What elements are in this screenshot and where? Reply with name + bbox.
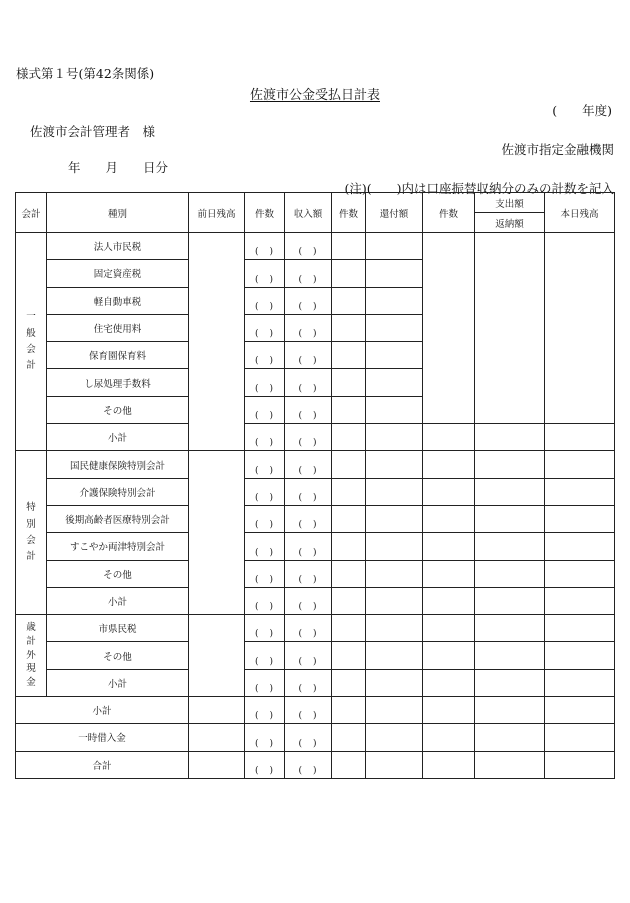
row-label-subtotal: 小計	[16, 697, 189, 724]
refund-cell	[366, 233, 423, 260]
row-label-grand-total: 合計	[16, 751, 189, 778]
note-line: (注)( )内は口座振替収納分のみの計数を記入	[344, 181, 614, 196]
row-label: すこやか両津特別会計	[47, 533, 189, 560]
count-out-cell	[423, 233, 475, 424]
header-count-refund: 件数	[332, 193, 366, 233]
addressee: 佐渡市会計管理者 様	[30, 124, 156, 139]
table-row: 軽自動車税 ( ) ( )	[16, 287, 615, 314]
table-row	[16, 233, 615, 260]
table-row: 介護保険特別会計 ( ) ( )	[16, 478, 615, 505]
header-today-balance: 本日残高	[545, 193, 615, 233]
row-label: 住宅使用料	[47, 314, 189, 341]
table-row: 特 別 会 計 国民健康保険特別会計 ( ) ( )	[16, 451, 615, 478]
table-row: 保育園保育料 ( ) ( )	[16, 342, 615, 369]
table-row-total: 一時借入金 ( ) ( )	[16, 724, 615, 751]
daily-cash-table	[15, 192, 615, 779]
form-number: 様式第１号(第42条関係)	[16, 66, 155, 81]
table-row: その他 ( ) ( )	[16, 560, 615, 587]
table-row-subtotal: 小計 ( ) ( )	[16, 424, 615, 451]
row-label: 小計	[47, 669, 189, 696]
header-count-out: 件数	[423, 193, 475, 233]
table-row: すこやか両津特別会計 ( ) ( )	[16, 533, 615, 560]
row-label: 軽自動車税	[47, 287, 189, 314]
today-balance-cell	[545, 233, 615, 424]
table-row: その他 ( ) ( )	[16, 642, 615, 669]
fiscal-year: ( 年度)	[552, 103, 612, 118]
prev-balance-cell	[189, 233, 245, 451]
header-prev-balance: 前日残高	[189, 193, 245, 233]
row-label: し尿処理手数料	[47, 369, 189, 396]
row-label: その他	[47, 560, 189, 587]
table-row-subtotal: 小計 ( ) ( )	[16, 587, 615, 614]
form-title-text: 佐渡市公金受払日計表	[249, 88, 380, 103]
row-label: 介護保険特別会計	[47, 478, 189, 505]
header-category: 種別	[47, 193, 189, 233]
row-label: 固定資産税	[47, 260, 189, 287]
sender-institution: 佐渡市指定金融機関	[501, 142, 614, 157]
date-line: 年 月 日分	[68, 160, 169, 175]
header-refunds: 還付額	[366, 193, 423, 233]
row-label: その他	[47, 642, 189, 669]
header-returned: 返納額	[475, 213, 545, 233]
table-row: その他 ( ) ( )	[16, 396, 615, 423]
row-label: 保育園保育料	[47, 342, 189, 369]
header-receipts: 収入額	[285, 193, 332, 233]
paren-cell: ( )	[245, 233, 285, 260]
header-count-in: 件数	[245, 193, 285, 233]
header-expenditure: 支出額	[475, 193, 545, 213]
group-label-special: 特 別 会 計	[16, 451, 47, 615]
row-label: 国民健康保険特別会計	[47, 451, 189, 478]
table-row: 住宅使用料 ( ) ( )	[16, 314, 615, 341]
table-row: 後期高齢者医療特別会計 ( ) ( )	[16, 505, 615, 532]
expenditure-cell	[475, 233, 545, 424]
table-row-subtotal: 小計 ( ) ( )	[16, 669, 615, 696]
row-label: 小計	[47, 424, 189, 451]
row-label: その他	[47, 396, 189, 423]
group-label-general: 一 般 会 計	[16, 233, 47, 451]
group-label-external: 歳 計 外 現 金	[16, 615, 47, 697]
row-label: 市県民税	[47, 615, 189, 642]
table-row-total: 合計 ( ) ( )	[16, 751, 615, 778]
table-row: し尿処理手数料 ( ) ( )	[16, 369, 615, 396]
table-row-total: 小計 ( ) ( )	[16, 697, 615, 724]
row-label: 法人市民税	[47, 233, 189, 260]
header-account: 会計	[16, 193, 47, 233]
table-row: 固定資産税 ( ) ( )	[16, 260, 615, 287]
row-label: 後期高齢者医療特別会計	[47, 505, 189, 532]
paren-cell: ( )	[285, 233, 332, 260]
table-row: 歳 計 外 現 金 市県民税 ( ) ( )	[16, 615, 615, 642]
table-header-row	[16, 193, 615, 213]
count-refund-cell	[332, 233, 366, 260]
form-title	[0, 84, 630, 103]
row-label-temp-loan: 一時借入金	[16, 724, 189, 751]
row-label: 小計	[47, 587, 189, 614]
